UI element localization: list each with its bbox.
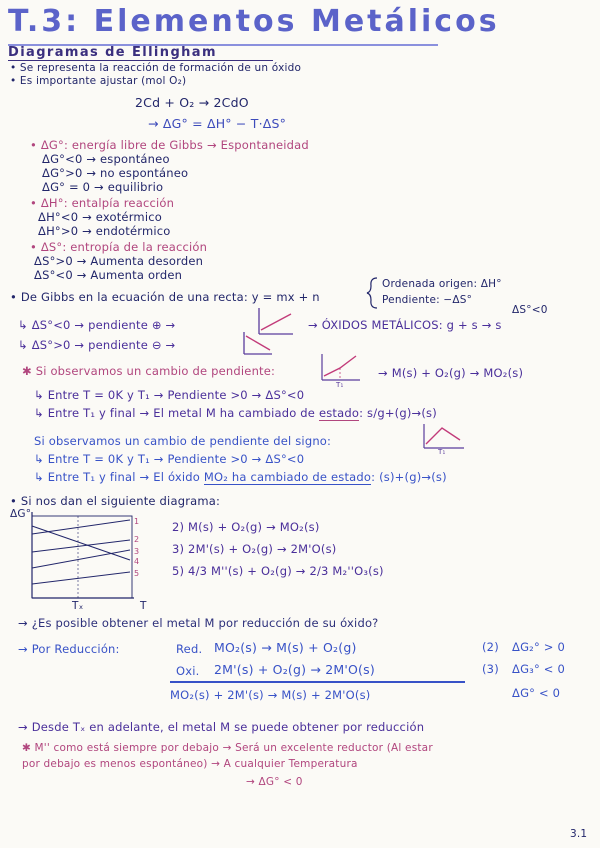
case-negative-entropy: ↳ ΔS°<0 → pendiente ⊕ → <box>18 318 176 332</box>
formation-equation: 2Cd + O₂ → 2CdO <box>135 95 249 110</box>
metal-oxides-note: → ÓXIDOS METÁLICOS: g + s → s <box>308 318 502 332</box>
gibbs-item: ΔG° = 0 → equilibrio <box>42 180 164 194</box>
gibbs-item: ΔG°<0 → espontáneo <box>42 152 170 166</box>
enthalpy-item: ΔH°<0 → exotérmico <box>38 210 162 224</box>
observation-equation: → M(s) + O₂(g) → MO₂(s) <box>378 366 524 380</box>
enthalpy-heading: • ΔH°: entalpía reacción <box>30 196 175 210</box>
reaction-line: 2) M(s) + O₂(g) → MO₂(s) <box>172 520 320 534</box>
sum-rule <box>170 681 465 683</box>
ellingham-diagram <box>26 510 146 602</box>
gibbs-equation: → ΔG° = ΔH° − T·ΔS° <box>148 116 287 131</box>
observation-range-a: ↳ Entre T = 0K y T₁ → Pendiente >0 → ΔS°<0 <box>34 388 305 402</box>
reduction-gibbs: ΔG₂° > 0 <box>512 640 566 654</box>
diagram-xlabel: T <box>140 600 147 612</box>
entropy-item: ΔS°>0 → Aumenta desorden <box>34 254 204 268</box>
diagram-xtick: Tₓ <box>72 600 84 612</box>
decreasing-slope-graph <box>240 330 274 356</box>
observation-range-b: ↳ Entre T₁ y final → El óxido MO₂ ha cambiado de estado: (s)+(g)→(s) <box>34 470 447 484</box>
intro-line-2: • Es importante ajustar (mol O₂) <box>10 75 187 87</box>
entropy-note: ΔS°<0 <box>512 304 548 316</box>
conclusion: → Desde Tₓ en adelante, el metal M se puede obtener por reducción <box>18 720 425 734</box>
brace-item: Ordenada origen: ΔH° <box>382 278 502 290</box>
diagram-intro: • Si nos dan el siguiente diagrama: <box>10 494 221 508</box>
brace-item: Pendiente: −ΔS° <box>382 294 473 306</box>
reduction-tag: Red. <box>176 642 203 656</box>
observation-slope-change: ✱ Si observamos un cambio de pendiente: <box>22 364 276 378</box>
brace-icon <box>365 276 379 310</box>
diagram-line-label: 4 <box>134 557 140 566</box>
oxidation-number: (3) <box>482 662 499 676</box>
page-title: T.3: Elementos Metálicos <box>8 4 500 39</box>
reduction-label: → Por Reducción: <box>18 642 120 656</box>
observation-range-a: ↳ Entre T = 0K y T₁ → Pendiente >0 → ΔS°<0 <box>34 452 305 466</box>
diagram-line-label: 1 <box>134 517 140 526</box>
overall-gibbs: ΔG° < 0 <box>512 686 561 700</box>
oxidation-equation: 2M'(s) + O₂(g) → 2M'O(s) <box>214 662 375 677</box>
intro-line-1: • Se representa la reacción de formación de un óxido <box>10 62 302 74</box>
diagram-line-label: 3 <box>134 547 140 556</box>
reduction-question: → ¿Es posible obtener el metal M por reducción de su óxido? <box>18 616 379 630</box>
gibbs-item: ΔG°>0 → no espontáneo <box>42 166 189 180</box>
note-line-1: ✱ M'' como está siempre por debajo → Será un excelente reductor (Al estar <box>22 742 433 754</box>
observation-range-b: ↳ Entre T₁ y final → El metal M ha cambiado de estado: s/g+(g)→(s) <box>34 406 437 420</box>
reduction-number: (2) <box>482 640 499 654</box>
page-number: 3.1 <box>570 828 588 840</box>
reaction-line: 3) 2M'(s) + O₂(g) → 2M'O(s) <box>172 542 337 556</box>
overall-equation: MO₂(s) + 2M'(s) → M(s) + 2M'O(s) <box>170 688 371 702</box>
note-line-3: → ΔG° < 0 <box>246 776 303 788</box>
graph-tick: T₁ <box>438 448 446 456</box>
note-line-2: por debajo es menos espontáneo) → A cualquier Temperatura <box>22 758 358 770</box>
reaction-line: 5) 4/3 M''(s) + O₂(g) → 2/3 M₂''O₃(s) <box>172 564 384 578</box>
oxidation-gibbs: ΔG₃° < 0 <box>512 662 566 676</box>
section-underline <box>8 60 273 61</box>
entropy-heading: • ΔS°: entropía de la reacción <box>30 240 208 254</box>
diagram-line-label: 2 <box>134 535 140 544</box>
line-equation: • De Gibbs en la ecuación de una recta: y = mx + n <box>10 290 320 304</box>
diagram-ylabel: ΔG° <box>10 508 32 520</box>
oxidation-tag: Oxi. <box>176 664 200 678</box>
observation-sign-change: Si observamos un cambio de pendiente del signo: <box>34 434 332 448</box>
gibbs-heading: • ΔG°: energía libre de Gibbs → Espontaneidad <box>30 138 309 152</box>
case-positive-entropy: ↳ ΔS°>0 → pendiente ⊖ → <box>18 338 176 352</box>
entropy-item: ΔS°<0 → Aumenta orden <box>34 268 183 282</box>
diagram-line-label: 5 <box>134 569 140 578</box>
graph-tick: T₁ <box>336 381 344 389</box>
reduction-equation: MO₂(s) → M(s) + O₂(g) <box>214 640 357 655</box>
enthalpy-item: ΔH°>0 → endotérmico <box>38 224 171 238</box>
section-heading: Diagramas de Ellingham <box>8 45 217 60</box>
